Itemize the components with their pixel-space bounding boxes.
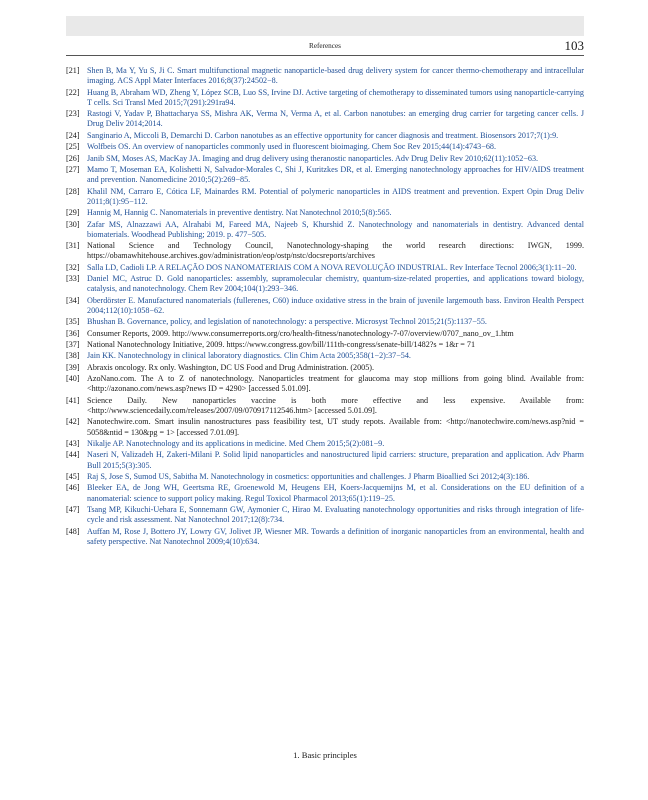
reference-number: [26] — [66, 153, 80, 163]
reference-access-note: > [accessed 5.01.09]. — [308, 406, 377, 416]
reference-text[interactable]: Hannig M, Hannig C. Nanomaterials in preventive dentistry. Nat Nanotechnol 2010;5(8):565. — [87, 208, 392, 218]
reference-text: Consumer Reports, 2009. — [87, 328, 173, 338]
reference-list — [66, 66, 584, 548]
reference-text: National Nanotechnology Initiative, 2009. — [87, 340, 227, 350]
reference-text[interactable]: Huang B, Abraham WD, Zheng Y, López SCB, Luo SS, Irvine DJ. Active targeting of chemotherapy to disseminated tumors using nanoparticle-carrying T cells. Sci Transl Med 2015;7(291):291ra94. — [87, 87, 584, 107]
reference-text[interactable]: Tsang MP, Kikuchi-Uehara E, Sonnemann GW, Aymonier C, Hirao M. Evaluating nanotechnology opportunities and risks through integration of life-cycle and risk assessment. Nat Nanotechnol 2017;12(8):734. — [87, 505, 584, 525]
reference-text[interactable]: Wolfbeis OS. An overview of nanoparticles commonly used in fluorescent bioimaging. Chem Soc Rev 2015;44(14):4743−68. — [87, 142, 496, 152]
reference-text[interactable]: Mamo T, Moseman EA, Kolishetti N, Salvador-Morales C, Shi J, Kuritzkes DR, et al. Emerging nanotechnology approaches for HIV/AIDS treatment and prevention. Nanomedicine 2010;5(2):269−85. — [87, 164, 584, 185]
reference-item — [66, 417, 584, 437]
reference-item — [66, 527, 584, 547]
reference-item — [66, 131, 584, 141]
reference-access-note: > [accessed 5.01.09]. — [241, 384, 311, 394]
reference-number: [31] — [66, 241, 80, 251]
reference-number: [42] — [66, 417, 80, 427]
reference-number: [29] — [66, 208, 80, 218]
footer-section-title: 1. Basic principles — [293, 750, 357, 760]
reference-text[interactable]: Khalil NM, Carraro E, Cótica LF, Mainardes RM. Potential of polymeric nanoparticles in AIDS treatment and prevention. Expert Opin Drug Deliv 2011;8(1):95−112. — [87, 186, 584, 206]
reference-number: [47] — [66, 505, 80, 514]
header-bar — [66, 16, 584, 36]
reference-url-link[interactable]: http://www.consumerreports.org/cro/health-fitness/nanotechnology-7-07/overview/0707_nano_ov_1.htm — [172, 328, 514, 338]
reference-item — [66, 483, 584, 503]
reference-number: [41] — [66, 395, 80, 405]
reference-number: [21] — [66, 66, 80, 75]
reference-number: [46] — [66, 483, 80, 493]
reference-item — [66, 340, 584, 350]
reference-number: [36] — [66, 328, 80, 338]
reference-number: [39] — [66, 362, 80, 372]
reference-text[interactable]: Sanginario A, Miccoli B, Demarchi D. Carbon nanotubes as an effective opportunity for cancer diagnosis and treatment. Biosensors 2017;7(1):9. — [87, 130, 559, 140]
reference-text[interactable]: Daniel MC, Astruc D. Gold nanoparticles: assembly, supramolecular chemistry, quantum-size-related properties, and applications toward biology, catalysis, and nanotechnology. Chem Rev 2004;104(1):293−346. — [87, 274, 584, 294]
reference-item — [66, 154, 584, 164]
reference-number: [48] — [66, 526, 80, 536]
reference-item — [66, 505, 584, 525]
reference-item — [66, 374, 584, 394]
reference-item — [66, 329, 584, 339]
reference-text[interactable]: Auffan M, Rose J, Bottero JY, Lowry GV, Jolivet JP, Wiesner MR. Towards a definition of inorganic nanoparticles from an environmental, health and safety perspective. Nat Nanotechnol 2009;4(10):634. — [87, 526, 584, 546]
reference-number: [37] — [66, 340, 80, 350]
reference-url-link[interactable]: https://obamawhitehouse.archives.gov/administration/eop/ostp/nstc/docsreports/archives — [87, 251, 375, 261]
reference-text[interactable]: Naseri N, Valizadeh H, Zakeri-Milani P. Solid lipid nanoparticles and nanostructured lipid carriers: structure, preparation and application. Adv Pharm Bull 2015;5(3):305. — [87, 450, 584, 470]
reference-item — [66, 363, 584, 373]
reference-number: [32] — [66, 262, 80, 272]
reference-text[interactable]: Raj S, Jose S, Sumod US, Sabitha M. Nanotechnology in cosmetics: opportunities and challenges. J Pharm Bioallied Sci 2012;4(3):186. — [87, 472, 530, 482]
reference-number: [45] — [66, 472, 80, 482]
reference-text: National Science and Technology Council, Nanotechnology-shaping the world research directions: IWGN, 1999. — [87, 241, 584, 251]
reference-item — [66, 165, 584, 185]
reference-text: Nanotechwire.com. Smart insulin nanostructures pass feasibility test, UT study repots. Available from: <http://nanotechwire.com/news.asp?nid = 5058&ntid = 130&pg = 1> [accessed 7.01.09]. — [87, 417, 584, 437]
reference-number: [43] — [66, 439, 80, 449]
reference-url-link[interactable]: http://www.sciencedaily.com/releases/2007/09/070917112546.htm — [91, 406, 308, 416]
reference-item — [66, 296, 584, 316]
reference-text[interactable]: Shen B, Ma Y, Yu S, Ji C. Smart multifunctional magnetic nanoparticle-based drug delivery system for cancer thermo-chemotherapy and intracellular imaging. ACS Appl Mater Interfaces 2016;8(37):24502−8. — [87, 66, 584, 86]
reference-item — [66, 396, 584, 416]
reference-item — [66, 187, 584, 207]
reference-text[interactable]: Rastogi V, Yadav P, Bhattacharya SS, Mishra AK, Verma N, Verma A, et al. Carbon nanotubes: an emerging drug carrier for targeting cancer cells. J Drug Deliv 2014;2014. — [87, 109, 584, 129]
reference-number: [38] — [66, 351, 80, 361]
reference-item — [66, 263, 584, 273]
reference-item — [66, 351, 584, 361]
reference-text[interactable]: Nikalje AP. Nanotechnology and its applications in medicine. Med Chem 2015;5(2):081−9. — [87, 439, 385, 449]
reference-text: Abraxis oncology. Rx only. Washington, DC US Food and Drug Administration. (2005). — [87, 362, 375, 372]
reference-text[interactable]: Bleeker EA, de Jong WH, Geertsma RE, Groenewold M, Heugens EH, Koers-Jacquemijns M, et al. Considerations on the EU definition of a nanomaterial: science to support policy making. Regul Toxicol Pharmacol 2013;65(1):119−25. — [87, 483, 584, 503]
reference-number: [23] — [66, 109, 80, 119]
reference-number: [24] — [66, 130, 80, 140]
reference-text[interactable]: Bhushan B. Governance, policy, and legislation of nanotechnology: a perspective. Microsyst Technol 2015;21(5):1137−55. — [87, 317, 487, 327]
reference-text[interactable]: Oberdörster E. Manufactured nanomaterials (fullerenes, C60) induce oxidative stress in the brain of juvenile largemouth bass. Environ Health Perspect 2004;112(10):1058−62. — [87, 295, 584, 315]
reference-item — [66, 208, 584, 218]
reference-item — [66, 274, 584, 294]
reference-item — [66, 241, 584, 261]
reference-number: [28] — [66, 186, 80, 196]
reference-item — [66, 220, 584, 240]
reference-item — [66, 66, 584, 86]
reference-number: [22] — [66, 87, 80, 97]
reference-item — [66, 88, 584, 108]
reference-item — [66, 317, 584, 327]
reference-number: [33] — [66, 274, 80, 284]
reference-number: [35] — [66, 317, 80, 327]
reference-text[interactable]: Jain KK. Nanotechnology in clinical laboratory diagnostics. Clin Chim Acta 2005;358(1−2):37−54. — [87, 351, 411, 361]
reference-number: [44] — [66, 450, 80, 460]
reference-text: Science Daily. New nanoparticles vaccine is both more effective and less expensive. Available from: < — [87, 395, 584, 416]
reference-text: AzoNano.com. The A to Z of nanotechnology. Nanoparticles treatment for glaucoma may stop millions from going blind. Available from: < — [87, 374, 584, 394]
reference-text[interactable]: Zafar MS, Alnazzawi AA, Alrahabi M, Fareed MA, Najeeb S, Khurshid Z. Nanotechnology and nanomaterials in dentistry. Advanced dental biomaterials. Woodhead Publishing; 2019. p. 477−505. — [87, 219, 584, 239]
reference-number: [40] — [66, 374, 80, 384]
reference-number: [30] — [66, 219, 80, 229]
reference-url-link[interactable]: http://azonano.com/news.asp?news ID = 4290 — [91, 384, 242, 394]
reference-number: [27] — [66, 164, 80, 174]
reference-number: [25] — [66, 142, 80, 152]
reference-item — [66, 142, 584, 152]
header-divider — [66, 55, 584, 56]
reference-text[interactable]: Janib SM, Moses AS, MacKay JA. Imaging and drug delivery using theranostic nanoparticles. Adv Drug Deliv Rev 2010;62(11):1052−63. — [87, 153, 539, 163]
reference-number: [34] — [66, 295, 80, 305]
reference-text[interactable]: Salla LD, Cadioli LP. A RELAÇÃO DOS NANOMATERIAIS COM A NOVA REVOLUÇÃO INDUSTRIAL. Rev Interface Tecnol 2006;3(1):11−20. — [87, 262, 577, 272]
reference-url-link[interactable]: https://www.congress.gov/bill/111th-congress/senate-bill/1482?s = 1&r = 71 — [226, 340, 476, 350]
reference-item — [66, 109, 584, 129]
running-header-title: References — [309, 42, 341, 50]
reference-item — [66, 472, 584, 482]
reference-item — [66, 439, 584, 449]
page-number: 103 — [564, 38, 584, 53]
reference-item — [66, 450, 584, 470]
